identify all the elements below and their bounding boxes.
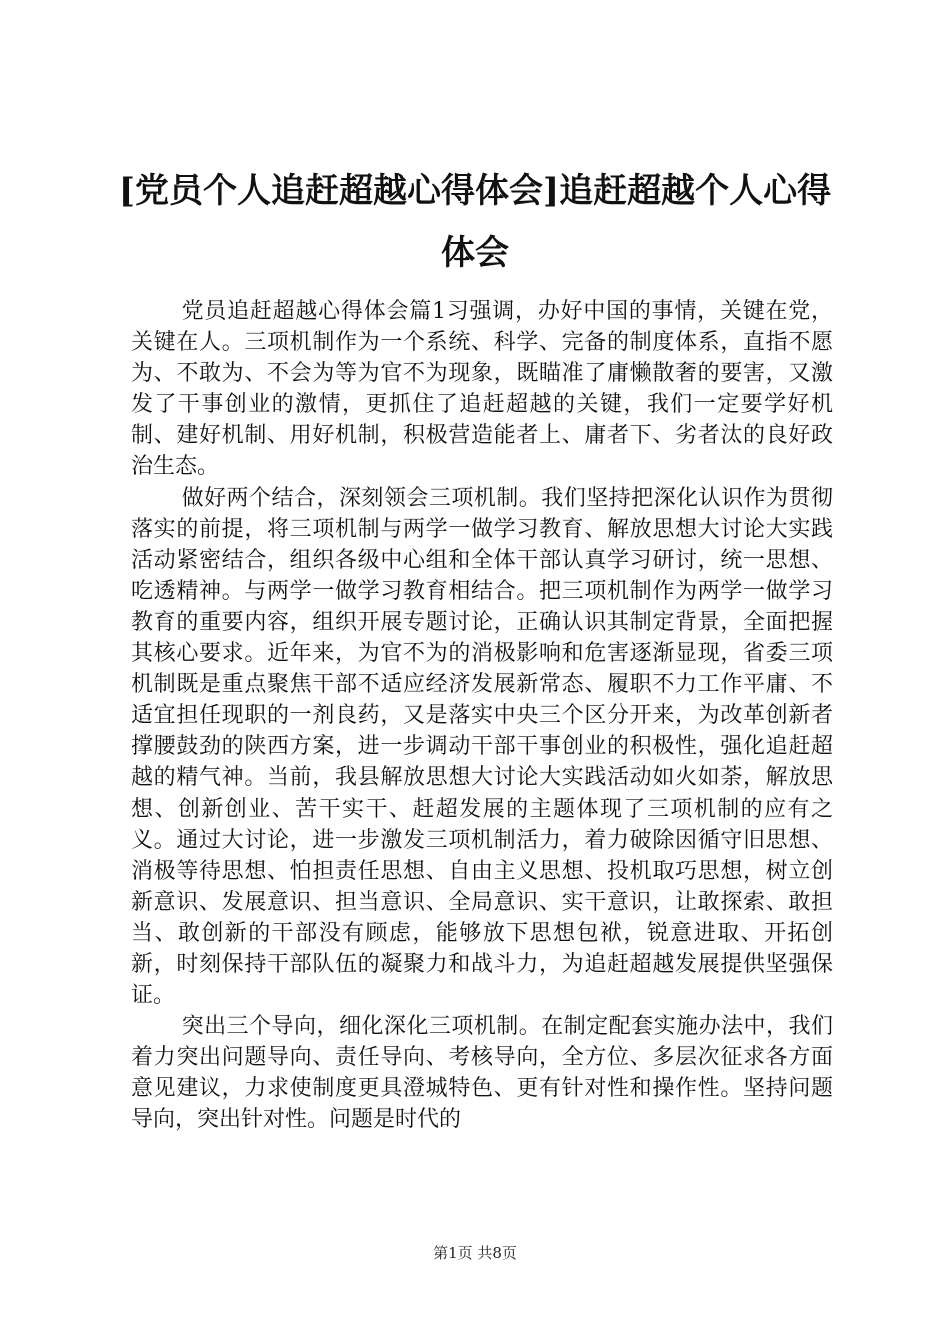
document-title: [党员个人追赶超越心得体会]追赶超越个人心得体会 [118,171,832,273]
paragraph-2: 做好两个结合，深刻领会三项机制。我们坚持把深化认识作为贯彻落实的前提，将三项机制与两学一做学习教育、解放思想大讨论大实践活动紧密结合，组织各级中心组和全体干部认真学习研讨，统一思想、吃透精神。与两学一做学习教育相结合。把三项机制作为两学一做学习教育的重要内容，组织开展专题讨论，正确认识其制定背景，全面把握其核心要求。近年来，为官不为的消极影响和危害逐渐显现，省委三项机制既是重点聚焦干部不适应经济发展新常态、履职不力工作平庸、不适宜担任现职的一剂良药，又是落实中央三个区分开来，为改革创新者撑腰鼓劲的陕西方案，进一步调动干部干事创业的积极性，强化追赶超越的精气神。当前，我县解放思想大讨论大实践活动如火如荼，解放思想、创新创业、苦干实干、赶超发展的主题体现了三项机制的应有之义。通过大讨论，进一步激发三项机制活力，着力破除因循守旧思想、消极等待思想、怕担责任思想、自由主义思想、投机取巧思想，树立创新意识、发展意识、担当意识、全局意识、实干意识，让敢探索、敢担当、敢创新的干部没有顾虑，能够放下思想包袱，锐意进取、开拓创新，时刻保持干部队伍的凝聚力和战斗力，为追赶超越发展提供坚强保证。 [131,485,833,1009]
paragraph-3: 突出三个导向，细化深化三项机制。在制定配套实施办法中，我们着力突出问题导向、责任导向、考核导向，全方位、多层次征求各方面意见建议，力求使制度更具澄城特色、更有针对性和操作性。坚持问题导向，突出针对性。问题是时代的 [131,1014,833,1133]
paragraph-1: 党员追赶超越心得体会篇1习强调，办好中国的事情，关键在党，关键在人。三项机制作为一个系统、科学、完备的制度体系，直指不愿为、不敢为、不会为等为官不为现象，既瞄准了庸懒散奢的要害，又激发了干事创业的激情，更抓住了追赶超越的关键，我们一定要学好机制、建好机制、用好机制，积极营造能者上、庸者下、劣者汰的良好政治生态。 [131,299,833,480]
page-footer: 第1页 共8页 [433,1244,517,1262]
document-body [131,296,833,1136]
